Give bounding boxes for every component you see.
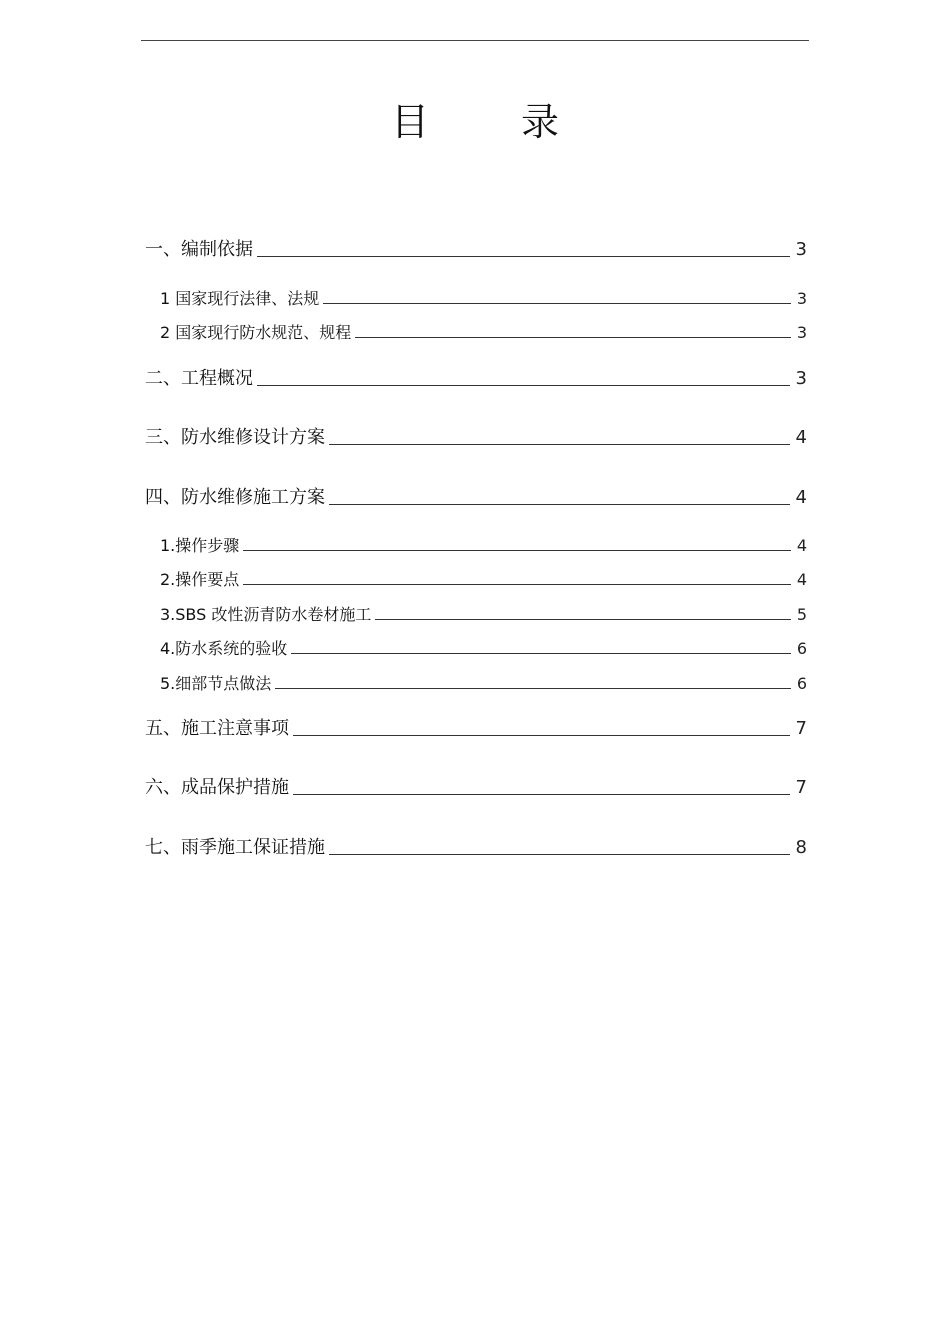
toc-entry-label: 三、防水维修设计方案 [145, 427, 325, 449]
toc-entry-label: 1 国家现行法律、法规 [160, 288, 320, 308]
toc-leader-line [329, 504, 790, 505]
toc-page-number: 4 [795, 487, 807, 509]
toc-entry-label: 5.细部节点做法 [160, 673, 272, 693]
toc-entry[interactable] [145, 362, 807, 390]
toc-page-number: 8 [795, 837, 807, 859]
toc-leader-line [375, 619, 790, 620]
page-title: 目 录 [390, 100, 600, 144]
toc-entry-label: 二、工程概况 [145, 368, 253, 390]
toc-entry[interactable] [145, 233, 807, 261]
toc-entry-label: 五、施工注意事项 [145, 718, 289, 740]
toc-entry[interactable] [160, 669, 807, 693]
toc-entry[interactable] [160, 634, 807, 658]
toc-entry[interactable] [145, 481, 807, 509]
toc-entry-label: 1.操作步骤 [160, 535, 240, 555]
toc-entry[interactable] [145, 421, 807, 449]
toc-page-number: 3 [795, 368, 807, 390]
toc-page-number: 4 [795, 427, 807, 449]
toc-entry[interactable] [160, 531, 807, 555]
toc-leader-line [243, 584, 791, 585]
toc-leader-line [291, 653, 791, 654]
toc-leader-line [293, 735, 790, 736]
toc-leader-line [329, 444, 790, 445]
toc-page-number: 4 [796, 535, 807, 555]
header-rule [141, 40, 809, 41]
toc-entry[interactable] [160, 318, 807, 342]
toc-entry[interactable] [160, 284, 807, 308]
toc-page-number: 6 [796, 673, 807, 693]
toc-entry[interactable] [145, 831, 807, 859]
toc-page-number: 6 [796, 638, 807, 658]
toc-leader-line [257, 385, 790, 386]
toc-leader-line [323, 303, 791, 304]
toc-leader-line [355, 337, 791, 338]
toc-page-number: 7 [795, 718, 807, 740]
toc-entry[interactable] [160, 600, 807, 624]
toc-entry-label: 七、雨季施工保证措施 [145, 837, 325, 859]
toc-entry-label: 一、编制依据 [145, 239, 253, 261]
toc-entry-label: 六、成品保护措施 [145, 777, 289, 799]
toc-entry-label: 四、防水维修施工方案 [145, 487, 325, 509]
toc-entry-label: 4.防水系统的验收 [160, 638, 288, 658]
toc-page-number: 4 [796, 569, 807, 589]
toc-page-number: 3 [796, 322, 807, 342]
toc-entry-label: 3.SBS 改性沥青防水卷材施工 [160, 604, 372, 624]
toc-leader-line [257, 256, 790, 257]
toc-entry-label: 2 国家现行防水规范、规程 [160, 322, 352, 342]
toc-page-number: 3 [796, 288, 807, 308]
toc-leader-line [275, 688, 791, 689]
toc-page-number: 7 [795, 777, 807, 799]
toc-page-number: 5 [796, 604, 807, 624]
toc-entry[interactable] [160, 565, 807, 589]
toc-leader-line [329, 854, 790, 855]
toc-page-number: 3 [795, 239, 807, 261]
toc-entry-label: 2.操作要点 [160, 569, 240, 589]
toc-entry[interactable] [145, 771, 807, 799]
toc-entry[interactable] [145, 712, 807, 740]
toc-leader-line [293, 794, 790, 795]
toc-leader-line [243, 550, 791, 551]
